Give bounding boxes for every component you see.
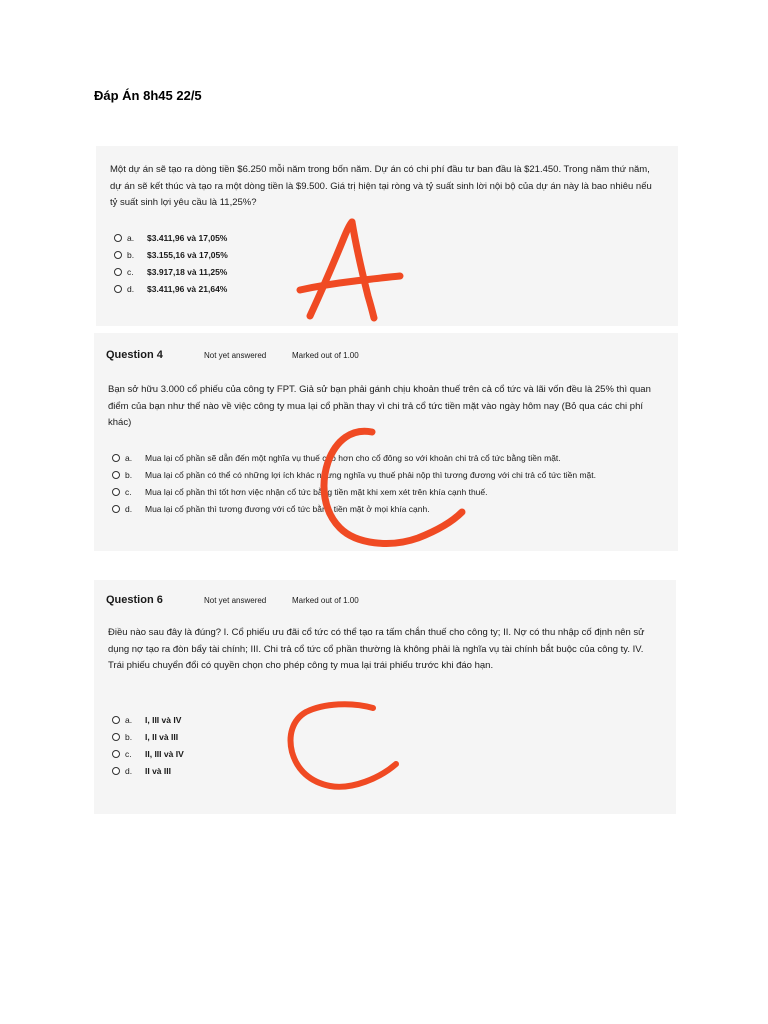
option-letter: a. xyxy=(127,233,135,243)
radio-button[interactable] xyxy=(114,234,122,242)
option-text: $3.917,18 và 11,25% xyxy=(147,267,228,277)
option-letter: d. xyxy=(127,284,135,294)
option-a[interactable] xyxy=(112,712,656,729)
question-status: Not yet answered xyxy=(204,596,267,605)
document-title: Đáp Án 8h45 22/5 xyxy=(94,88,202,103)
option-text: II và III xyxy=(145,766,171,776)
question-text: Điều nào sau đây là đúng? I. Cổ phiếu ưu đãi cổ tức có thể tạo ra tấm chắn thuế cho công ty; II. Nợ có thu nhập cố định nên sử dụng nợ tạo ra đòn bẩy tài chính; III. Chi trả cổ tức cổ phần thường là không phải là nghĩa vụ tài chính bắt buộc của công ty. IV. Trái phiếu chuyển đổi có quyền chọn cho phép công ty mua lại trái phiếu trước khi đáo hạn. xyxy=(108,627,645,671)
question-status: Not yet answered xyxy=(204,351,267,360)
radio-button[interactable] xyxy=(114,268,122,276)
option-letter: d. xyxy=(125,766,133,776)
option-letter: b. xyxy=(127,250,135,260)
option-c[interactable] xyxy=(112,484,658,501)
question-number: Question 6 xyxy=(106,594,163,606)
option-text: II, III và IV xyxy=(145,749,184,759)
option-text: Mua lại cổ phần thì tương đương với cổ tức bằng tiền mặt ở mọi khía cạnh. xyxy=(145,504,430,514)
option-b[interactable] xyxy=(114,247,658,264)
option-text: I, III và IV xyxy=(145,715,182,725)
option-text: $3.155,16 và 17,05% xyxy=(147,250,228,260)
option-c[interactable] xyxy=(114,264,658,281)
option-c[interactable] xyxy=(112,746,656,763)
question-header xyxy=(106,594,359,606)
radio-button[interactable] xyxy=(112,767,120,775)
question-block-6 xyxy=(94,580,676,814)
option-text: Mua lại cổ phần có thể có những lợi ích khác nhưng nghĩa vụ thuế phải nộp thì tương đương với chi trả cổ tức tiền mặt. xyxy=(145,470,596,480)
answer-options xyxy=(112,450,658,518)
question-text: Bạn sở hữu 3.000 cổ phiếu của công ty FPT. Giả sử bạn phải gánh chịu khoản thuế trên cả cổ tức và lãi vốn đều là 25% thì quan điểm của bạn như thế nào về việc công ty mua lại cổ phần thay vì chi trả cổ tức tiền mặt vào ngày hôm nay (Bỏ qua các chi phí khác) xyxy=(108,384,651,428)
option-b[interactable] xyxy=(112,729,656,746)
question-marks: Marked out of 1.00 xyxy=(292,351,359,360)
radio-button[interactable] xyxy=(112,716,120,724)
option-text: $3.411,96 và 21,64% xyxy=(147,284,228,294)
option-letter: b. xyxy=(125,732,133,742)
option-letter: c. xyxy=(125,487,132,497)
radio-button[interactable] xyxy=(112,505,120,513)
option-d[interactable] xyxy=(112,501,658,518)
option-a[interactable] xyxy=(112,450,658,467)
question-block-4 xyxy=(94,333,678,551)
question-marks: Marked out of 1.00 xyxy=(292,596,359,605)
option-letter: a. xyxy=(125,453,133,463)
radio-button[interactable] xyxy=(114,251,122,259)
option-letter: b. xyxy=(125,470,133,480)
radio-button[interactable] xyxy=(112,454,120,462)
option-letter: c. xyxy=(125,749,132,759)
option-text: Mua lại cổ phần thì tốt hơn việc nhận cổ tức bằng tiền mặt khi xem xét trên khía cạnh thuế. xyxy=(145,487,488,497)
radio-button[interactable] xyxy=(112,488,120,496)
option-d[interactable] xyxy=(114,281,658,298)
radio-button[interactable] xyxy=(112,733,120,741)
question-number: Question 4 xyxy=(106,349,163,361)
option-text: Mua lại cổ phần sẽ dẫn đến một nghĩa vụ thuế cao hơn cho cổ đông so với khoản chi trả cổ tức bằng tiền mặt. xyxy=(145,453,561,463)
option-a[interactable] xyxy=(114,230,658,247)
question-header xyxy=(106,349,359,361)
option-letter: a. xyxy=(125,715,133,725)
radio-button[interactable] xyxy=(112,750,120,758)
option-letter: d. xyxy=(125,504,133,514)
answer-options xyxy=(112,712,656,780)
radio-button[interactable] xyxy=(112,471,120,479)
option-d[interactable] xyxy=(112,763,656,780)
answer-options xyxy=(114,230,658,298)
option-text: $3.411,96 và 17,05% xyxy=(147,233,228,243)
option-text: I, II và III xyxy=(145,732,179,742)
question-text: Một dự án sẽ tạo ra dòng tiền $6.250 mỗi năm trong bốn năm. Dự án có chi phí đầu tư ban đầu là $21.450. Trong năm thứ năm, dự án sẽ kết thúc và tạo ra một dòng tiền là $9.500. Giá trị hiện tại ròng và tỷ suất sinh lời nội bộ của dự án này là bao nhiêu nếu tỷ suất sinh lợi yêu cầu là 11,25%? xyxy=(110,164,652,208)
radio-button[interactable] xyxy=(114,285,122,293)
option-b[interactable] xyxy=(112,467,658,484)
question-block-1 xyxy=(96,146,678,326)
option-letter: c. xyxy=(127,267,134,277)
